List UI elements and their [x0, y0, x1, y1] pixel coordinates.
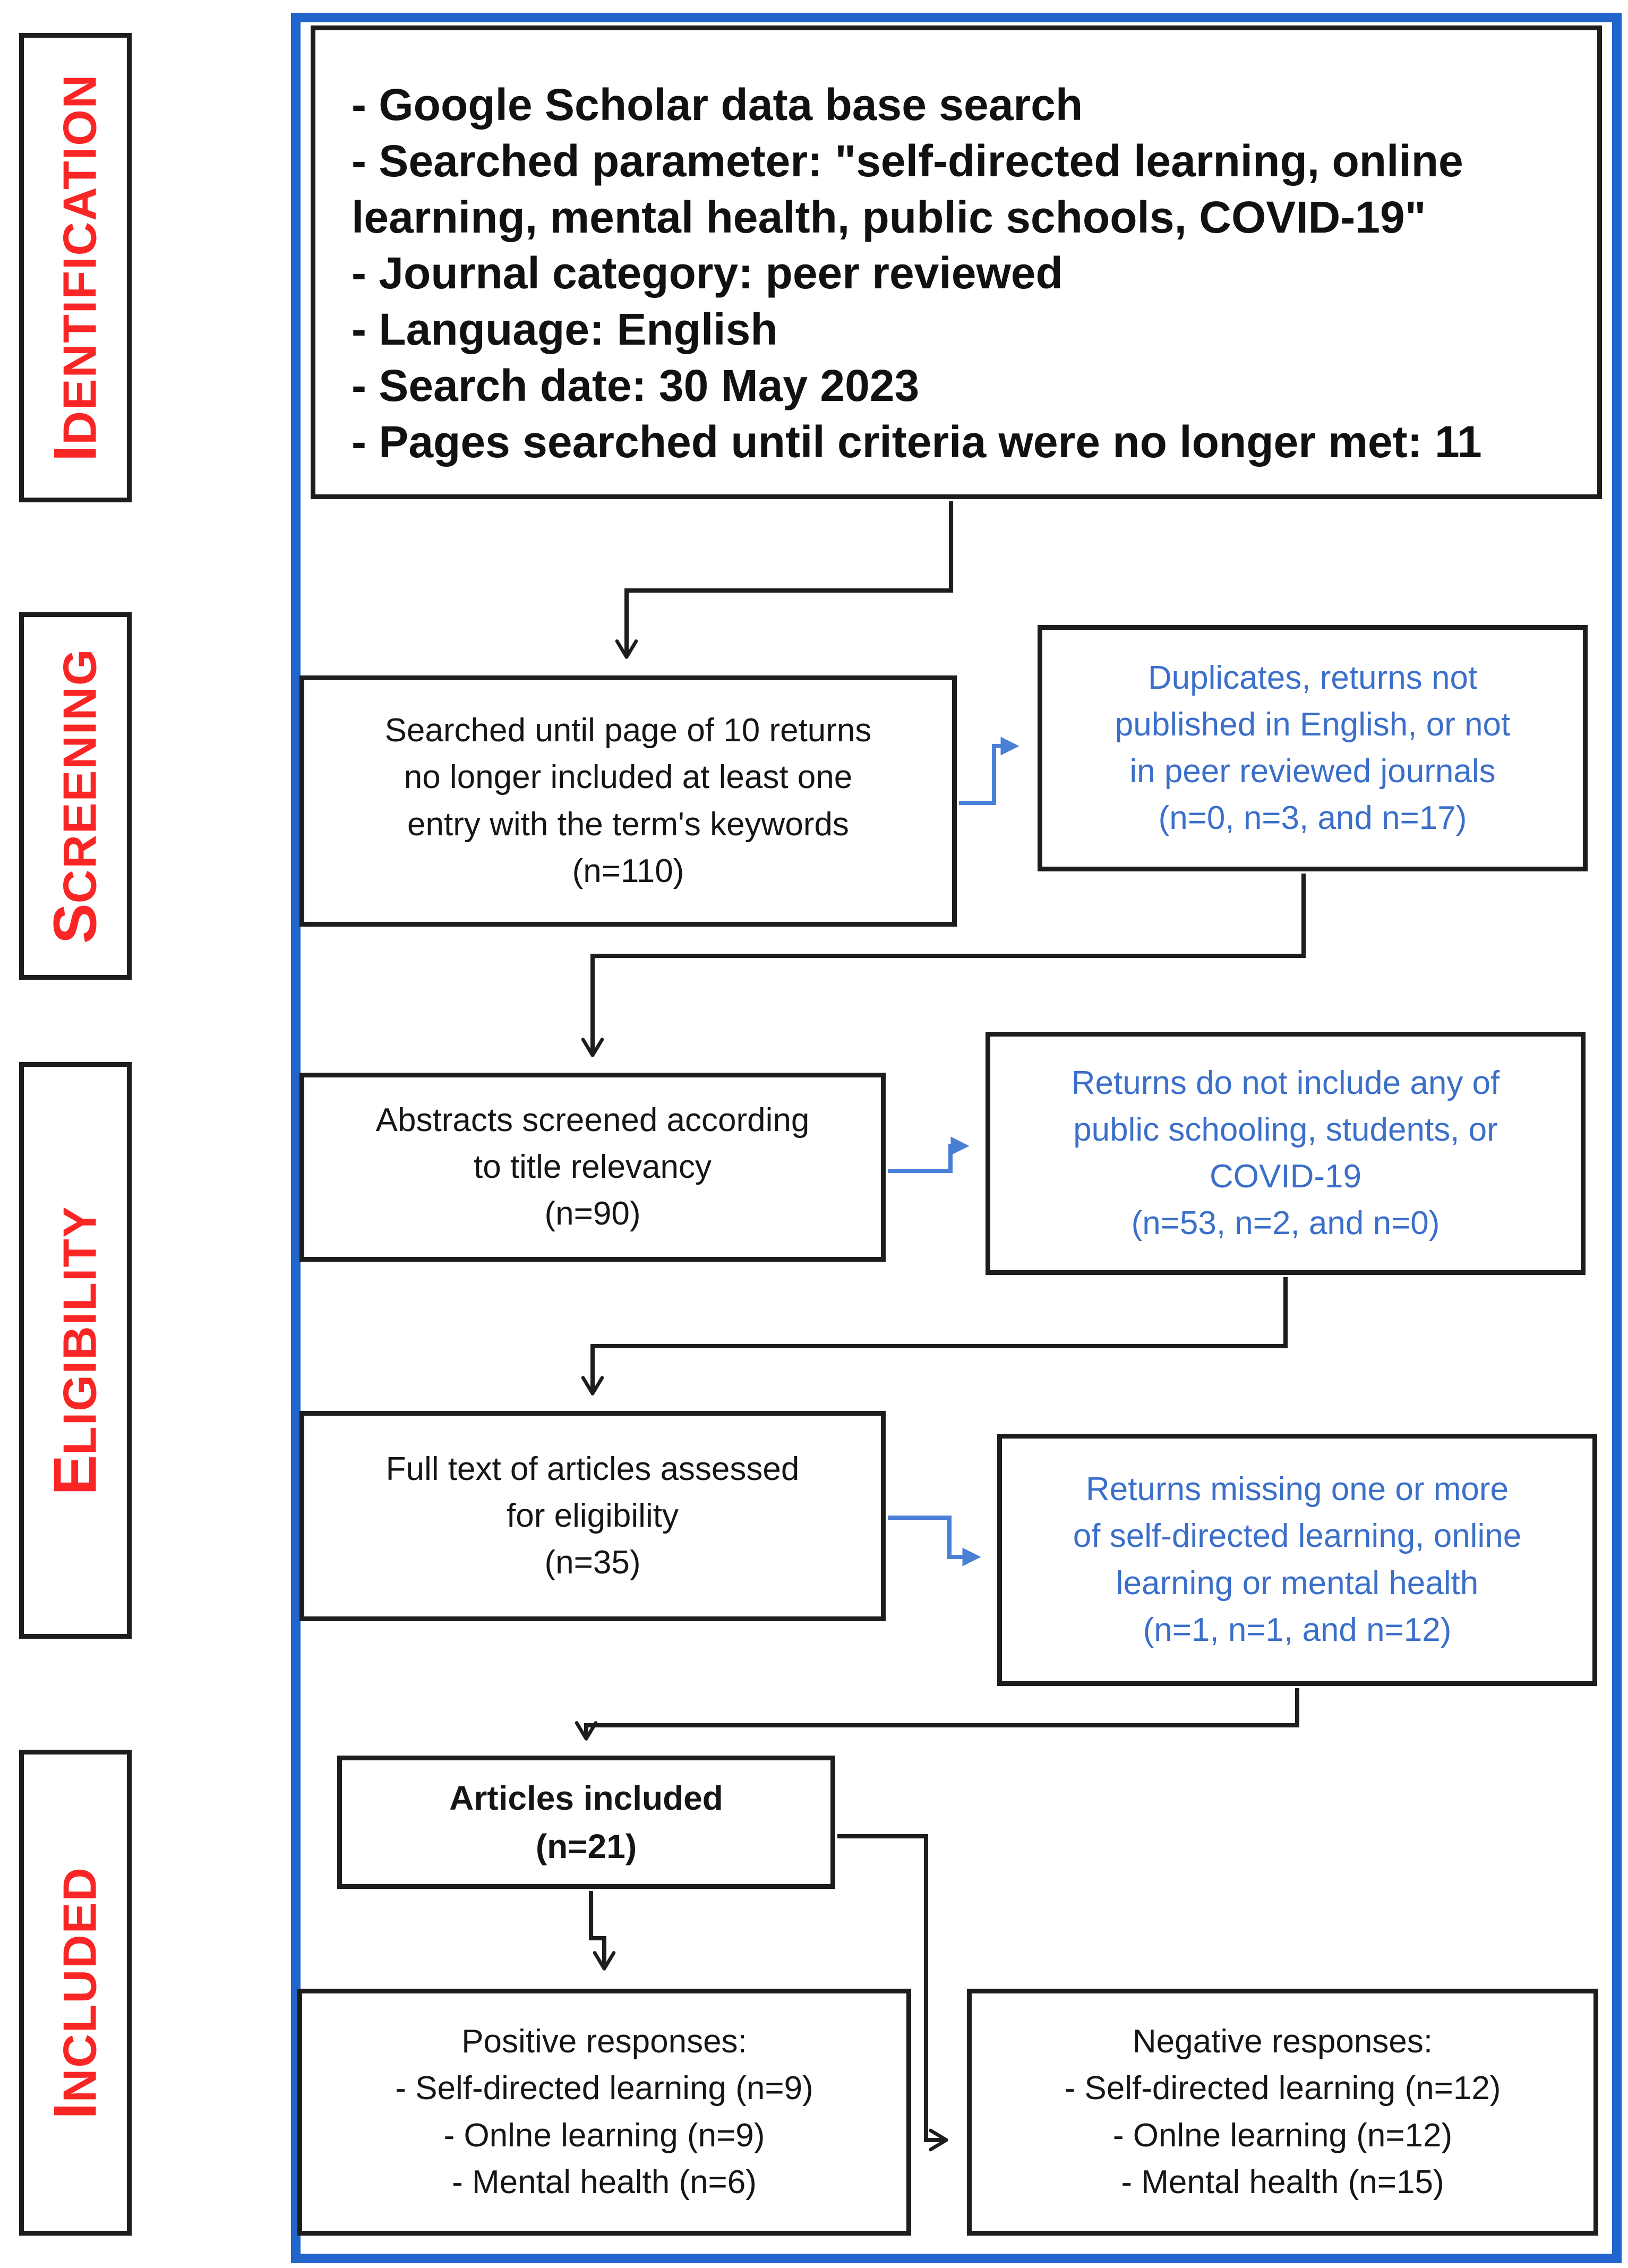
positive-responses-box: Positive responses: - Self-directed learning (n=9) - Onlne learning (n=9) - Mental health (n=6)	[297, 1989, 911, 2236]
stage-label-eligibility: ELIGIBILITY	[41, 1205, 109, 1495]
stage-box-identification	[19, 33, 132, 502]
abstracts-screened-box: Abstracts screened according to title relevancy (n=90)	[299, 1073, 886, 1262]
abstracts-excluded-box: Returns do not include any of public schooling, students, or COVID-19 (n=53, n=2, and n=0)	[986, 1032, 1586, 1275]
screening-excluded-box: Duplicates, returns not published in English, or not in peer reviewed journals (n=0, n=3, and n=17)	[1038, 625, 1588, 871]
identification-criteria-box: - Google Scholar data base search - Searched parameter: "self-directed learning, online learning, mental health, public schools, COVID-19" - Journal category: peer reviewed - Language: English - Search date: 30 May 2023 - Pages searched until criteria were no longer met: 11	[311, 25, 1602, 499]
screening-search-box: Searched until page of 10 returns no longer included at least one entry with the term's keywords (n=110)	[299, 675, 957, 927]
fulltext-excluded-box: Returns missing one or more of self-directed learning, online learning or mental health (n=1, n=1, and n=12)	[997, 1434, 1597, 1686]
stage-box-screening	[19, 612, 132, 980]
articles-included-box: Articles included (n=21)	[337, 1756, 835, 1889]
negative-responses-box: Negative responses: - Self-directed learning (n=12) - Onlne learning (n=12) - Mental health (n=15)	[967, 1989, 1598, 2236]
stage-label-screening: SCREENING	[41, 648, 109, 944]
stage-box-eligibility	[19, 1062, 132, 1639]
stage-box-included	[19, 1750, 132, 2236]
fulltext-assessed-box: Full text of articles assessed for eligibility (n=35)	[299, 1411, 886, 1621]
stage-label-identification: IDENTIFICATION	[41, 73, 109, 462]
stage-label-included: INCLUDED	[41, 1866, 109, 2119]
